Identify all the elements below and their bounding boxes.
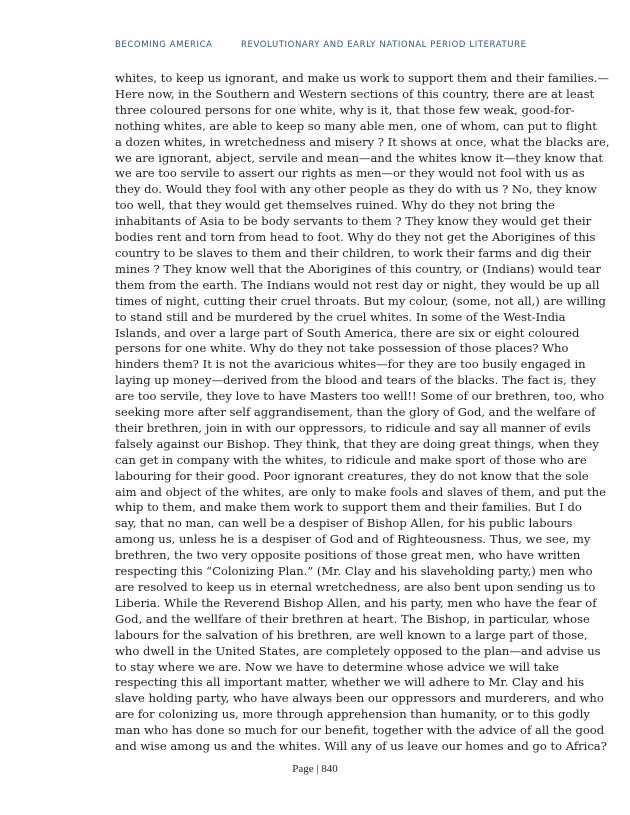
- running-header: [115, 40, 535, 54]
- text-line: bodies rent and torn from head to foot. Why do they not get the Aborigines of this: [115, 230, 596, 245]
- text-line: too well, that they would get themselves ruined. Why do they not bring the: [115, 198, 555, 213]
- text-line: are for colonizing us, more through apprehension than humanity, or to this godly: [115, 707, 590, 722]
- text-line: man who has done so much for our benefit, together with the advice of all the good: [115, 723, 605, 738]
- text-line: country to be slaves to them and their children, to work their farms and dig their: [115, 245, 591, 260]
- text-line: are too servile, they love to have Masters too well!! Some of our brethren, too, who: [115, 389, 605, 404]
- text-line: who dwell in the United States, are completely opposed to the plan—and advise us: [115, 643, 601, 658]
- text-line: three coloured persons for one white, why is it, that those few weak, good-for-: [115, 102, 575, 117]
- text-line: they do. Would they fool with any other people as they do with us ? No, they know: [115, 182, 597, 197]
- text-line: whites, to keep us ignorant, and make us work to support them and their families.—: [115, 71, 609, 85]
- text-line: brethren, the two very opposite positions of those great men, who have written: [115, 548, 581, 563]
- text-line: a dozen whites, in wretchedness and misery ? It shows at once, what the blacks are,: [115, 134, 610, 149]
- text-line: persons for one white. Why do they not take possession of those places? Who: [115, 341, 569, 356]
- text-line: among us, unless he is a despiser of God and of Righteousness. Thus, we see, my: [115, 532, 591, 547]
- text-line: respecting this “Colonizing Plan.” (Mr. Clay and his slaveholding party,) men who: [115, 564, 593, 579]
- text-line: to stay where we are. Now we have to determine whose advice we will take: [115, 659, 559, 674]
- text-line: inhabitants of Asia to be body servants to them ? They know they would get their: [115, 214, 592, 229]
- book-title: BECOMING AMERICA: [115, 40, 213, 50]
- text-line: times of night, cutting their cruel throats. But my colour, (some, not all,) are willing: [115, 293, 606, 308]
- text-line: whip to them, and make them work to support them and their families. But I do: [115, 500, 582, 515]
- text-line: respecting this all important matter, whether we will adhere to Mr. Clay and his: [115, 675, 584, 690]
- text-line: Liberia. While the Reverend Bishop Allen, and his party, men who have the fear of: [115, 595, 597, 610]
- text-line: falsely against our Bishop. They think, that they are doing great things, when they: [115, 436, 599, 451]
- text-line: Islands, and over a large part of South America, there are six or eight coloured: [115, 325, 580, 340]
- text-line: aim and object of the whites, are only to make fools and slaves of them, and put the: [115, 484, 606, 499]
- text-line: can get in company with the whites, to ridicule and make sport of those who are: [115, 452, 587, 467]
- text-line: them from the earth. The Indians would not rest day or night, they would be up all: [115, 277, 600, 292]
- page-number: Page | 840: [292, 763, 338, 775]
- text-line: nothing whites, are able to keep so many able men, one of whom, can put to flight: [115, 118, 597, 133]
- text-line: mines ? They know well that the Aborigines of this country, or (Indians) would tear: [115, 261, 602, 276]
- text-line: seeking more after self aggrandisement, than the glory of God, and the welfare of: [115, 405, 596, 420]
- body-text: [115, 71, 610, 755]
- text-line: say, that no man, can well be a despiser of Bishop Allen, for his public labours: [115, 516, 573, 531]
- text-line: hinders them? It is not the avaricious whites—for they are too busily engaged in: [115, 357, 586, 372]
- text-line: Here now, in the Southern and Western sections of this country, there are at least: [115, 86, 595, 101]
- text-line: we are too servile to assert our rights as men—or they would not fool with us as: [115, 166, 585, 181]
- text-line: we are ignorant, abject, servile and mean—and the whites know it—they know that: [115, 150, 603, 165]
- text-line: to stand still and be murdered by the cruel whites. In some of the West-India: [115, 309, 566, 324]
- text-line: slave holding party, who have always been our oppressors and murderers, and who: [115, 691, 604, 706]
- text-line: and wise among us and the whites. Will any of us leave our homes and go to Africa?: [115, 739, 607, 754]
- text-line: God, and the wellfare of their brethren at heart. The Bishop, in particular, whose: [115, 611, 590, 626]
- text-line: labours for the salvation of his brethren, are well known to a large part of those,: [115, 627, 588, 642]
- text-line: laying up money—derived from the blood and tears of the blacks. The fact is, they: [115, 373, 596, 388]
- text-line: are resolved to keep us in eternal wretchedness, are also bent upon sending us to: [115, 580, 596, 594]
- section-title: REVOLUTIONARY AND EARLY NATIONAL PERIOD LITERATURE: [241, 40, 527, 50]
- text-line: their brethren, join in with our oppressors, to ridicule and say all manner of evils: [115, 420, 591, 435]
- text-line: labouring for their good. Poor ignorant creatures, they do not know that the sole: [115, 468, 589, 483]
